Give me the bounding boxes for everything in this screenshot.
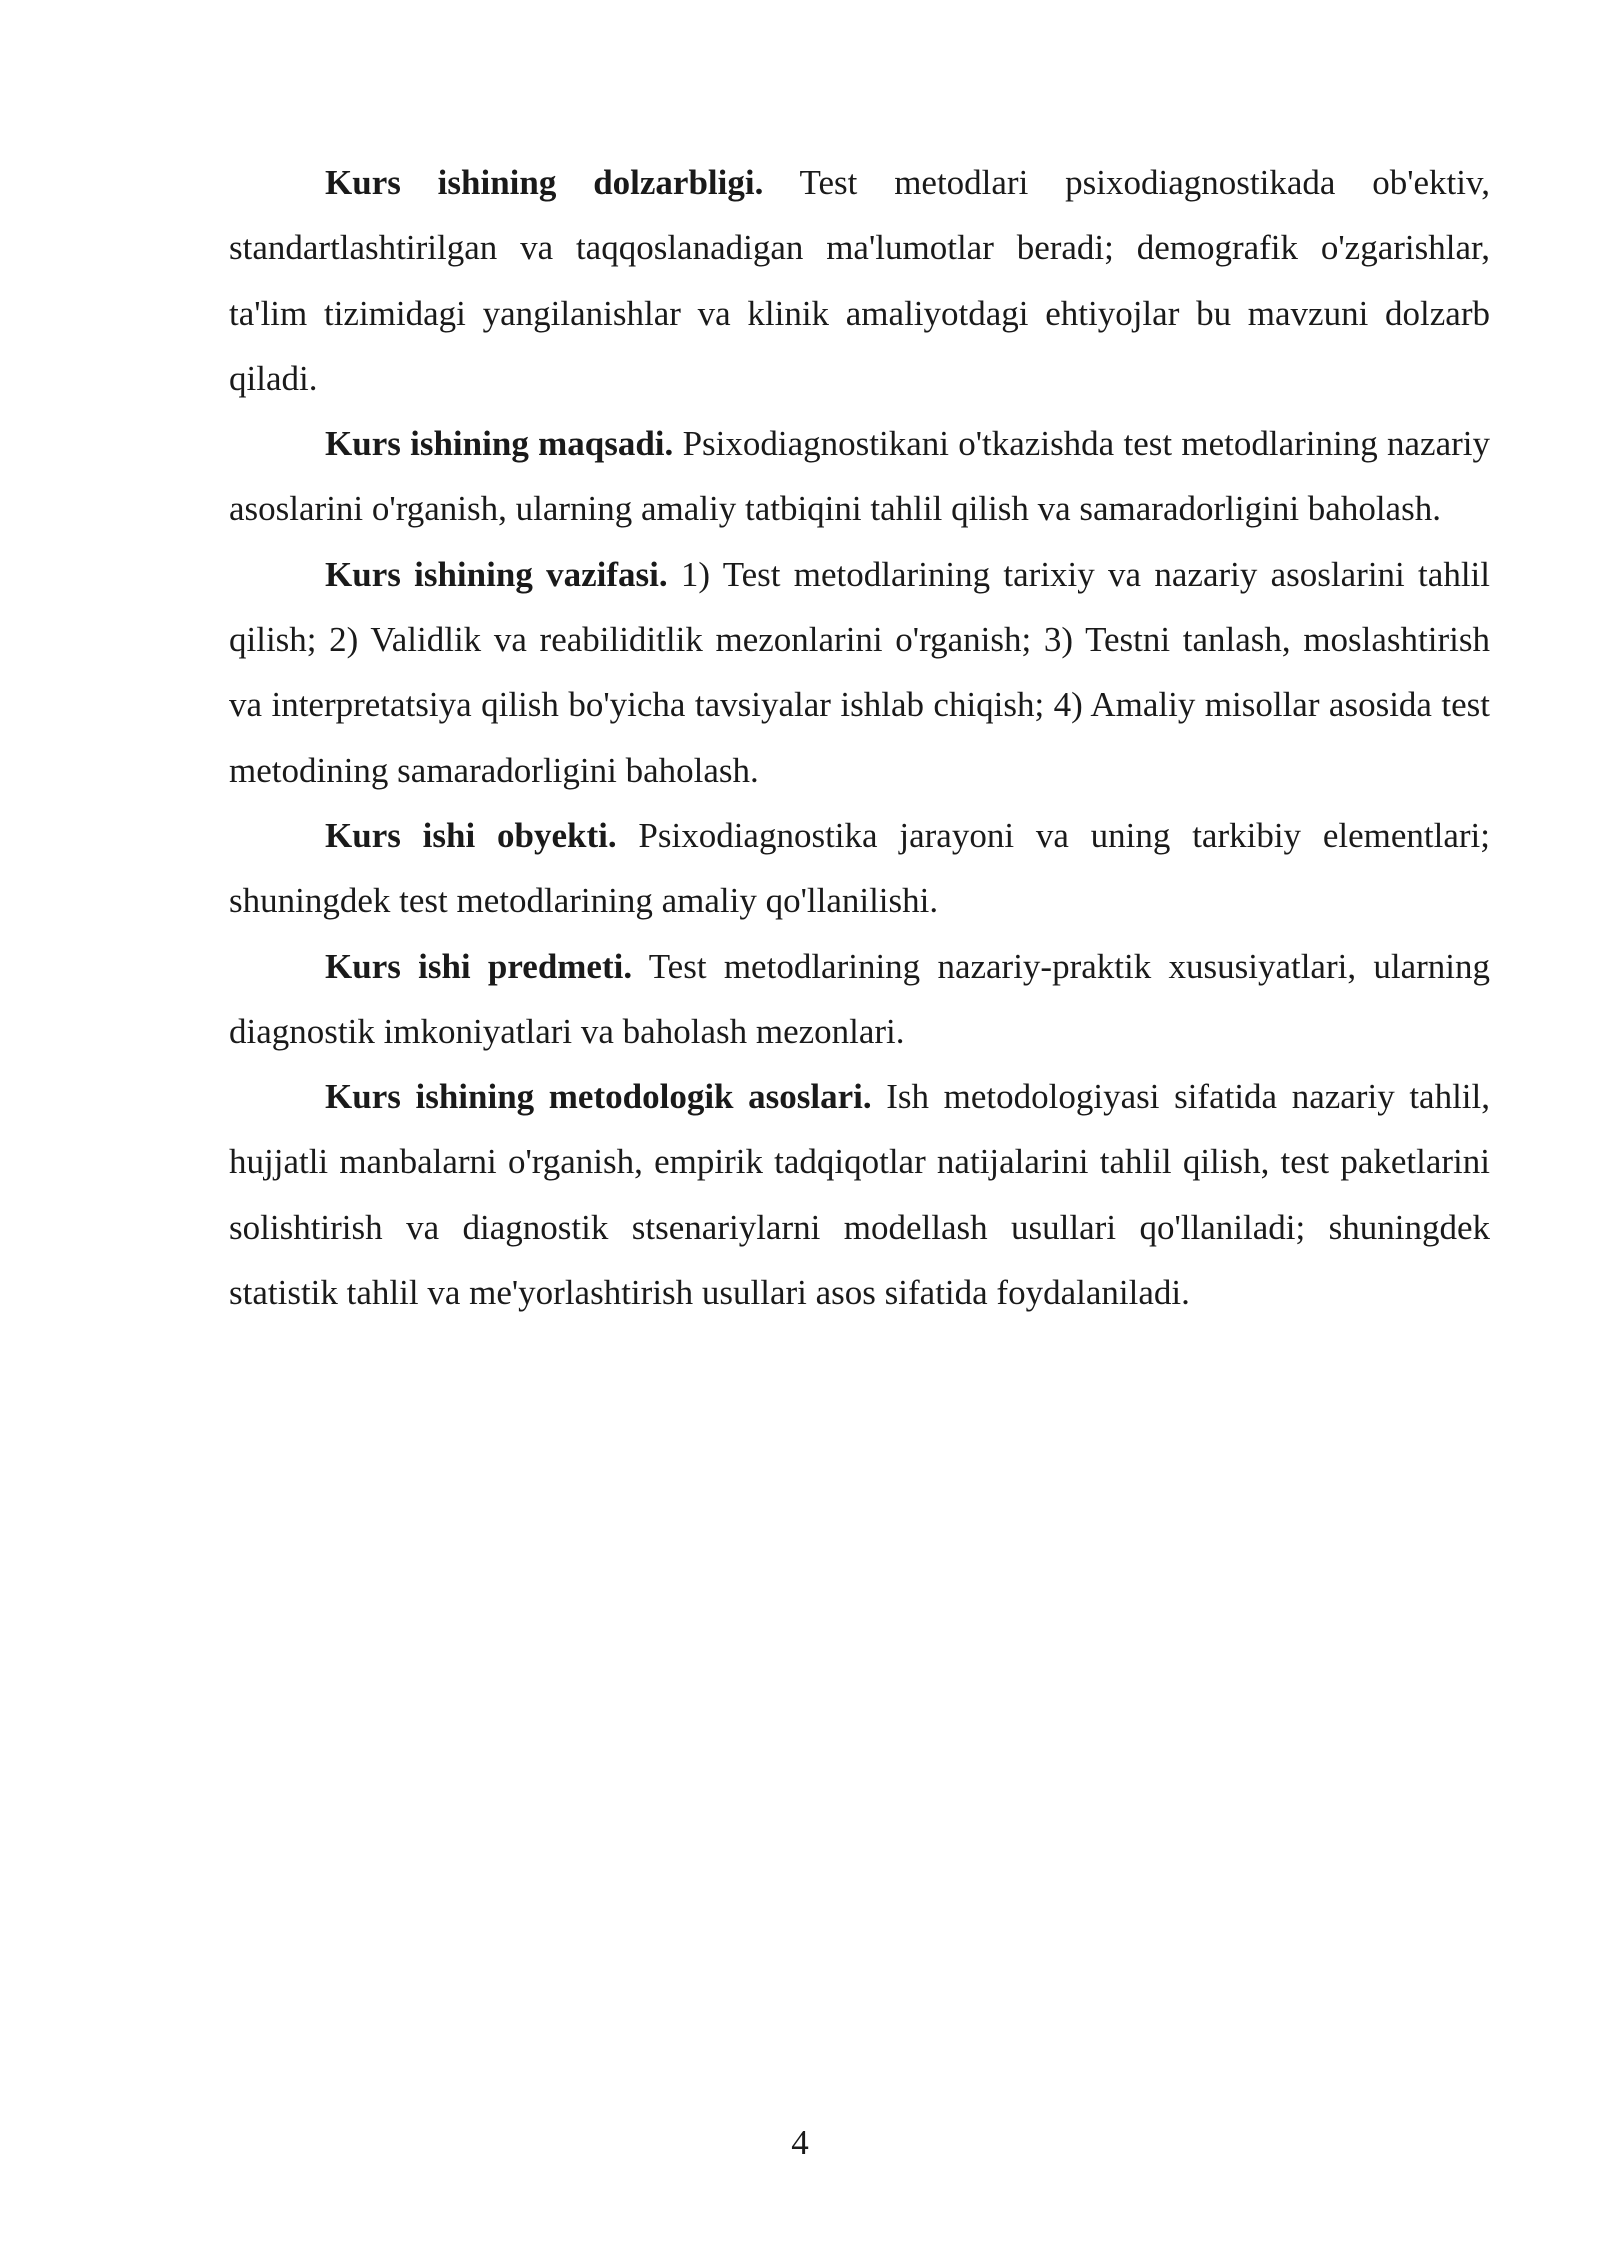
paragraph-heading: Kurs ishining maqsadi. [325,424,674,464]
paragraph-body: Ish metodologiyasi sifatida nazariy tahlil, hujjatli manbalarni o'rganish, empirik tadqiqotlar natijalarini tahlil qilish, test paketlarini solishtirish va diagnostik stsenariylarni modellash usullari qo'llaniladi; shuningdek statistik tahlil va me'yorlashtirish usullari asos sifatida foydalaniladi. [229,1077,1490,1313]
paragraph-heading: Kurs ishi predmeti. [325,946,633,986]
paragraph-body: Psixodiagnostika jarayoni va uning tarkibiy elementlari; shuningdek test metodlarining amaliy qo'llanilishi. [229,815,1490,921]
paragraph-heading: Kurs ishining vazifasi. [325,554,668,594]
paragraph-goal [229,411,1490,542]
paragraph-body: 1) Test metodlarining tarixiy va nazariy asoslarini tahlil qilish; 2) Validlik va reabiliditlik mezonlarini o'rganish; 3) Testni tanlash, moslashtirish va interpretatsiya qilish bo'yicha tavsiyalar ishlab chiqish; 4) Amaliy misollar asosida test metodining samaradorligini baholash. [229,554,1490,790]
paragraph-body: Test metodlari psixodiagnostikada ob'ektiv, standartlashtirilgan va taqqoslanadigan ma'lumotlar beradi; demografik o'zgarishlar, ta'lim tizimidagi yangilanishlar va klinik amaliyotdagi ehtiyojlar bu mavzuni dolzarb qiladi. [229,163,1490,398]
page-content [229,150,1490,1325]
paragraph-body: Psixodiagnostikani o'tkazishda test metodlarining nazariy asoslarini o'rganish, ularning amaliy tatbiqini tahlil qilish va samaradorligini baholash. [229,424,1490,529]
paragraph-heading: Kurs ishi obyekti. [325,815,617,855]
paragraph-body: Test metodlarining nazariy-praktik xususiyatlari, ularning diagnostik imkoniyatlari va baholash mezonlari. [229,946,1490,1051]
paragraph-tasks [229,542,1490,803]
paragraph-heading: Kurs ishining metodologik asoslari. [325,1077,872,1117]
paragraph-object [229,803,1490,934]
paragraph-heading: Kurs ishining dolzarbligi. [325,163,764,202]
paragraph-methodology [229,1064,1490,1325]
paragraph-subject [229,934,1490,1065]
page-number: 4 [791,2123,809,2162]
paragraph-relevance [229,150,1490,411]
